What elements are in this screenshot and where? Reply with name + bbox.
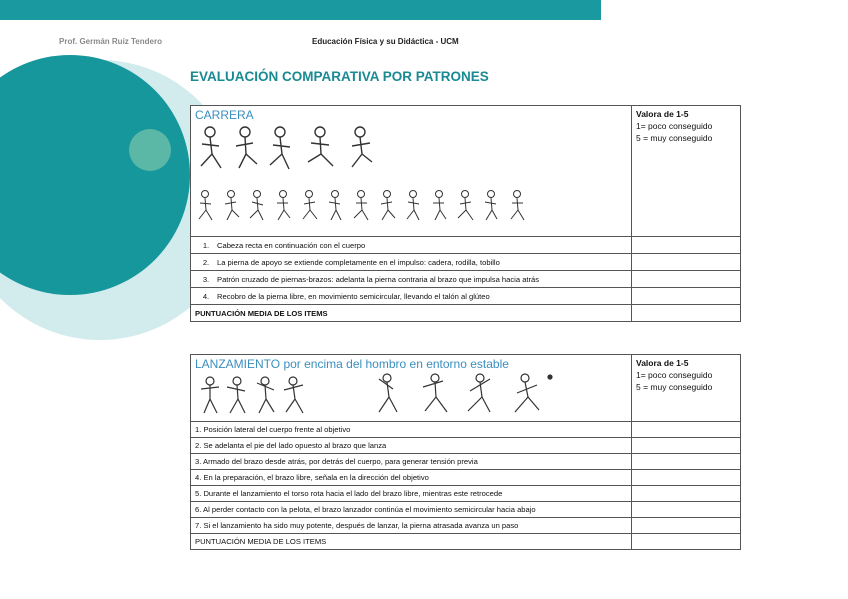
lanzamiento-average-cell[interactable] [632, 534, 741, 550]
lanzamiento-item-5: 5. Durante el lanzamiento el torso rota hacia el lado del brazo libre, mientras este retrocede [191, 486, 632, 502]
lanzamiento-table [190, 354, 741, 550]
carrera-item-1: 1. Cabeza recta en continuación con el cuerpo [191, 237, 632, 254]
deco-circle-small [129, 129, 171, 171]
table-row [191, 237, 741, 254]
lanzamiento-score-cell-6[interactable] [632, 502, 741, 518]
lanzamiento-score-cell-7[interactable] [632, 518, 741, 534]
carrera-illustration-cell [191, 106, 632, 237]
lanzamiento-score-low: 1= poco conseguido [636, 370, 713, 380]
lanzamiento-item-1: 1. Posición lateral del cuerpo frente al objetivo [191, 422, 632, 438]
lanzamiento-item-3: 3. Armado del brazo desde atrás, por detrás del cuerpo, para generar tensión previa [191, 454, 632, 470]
carrera-score-header: Valora de 1-5 [636, 109, 689, 119]
lanzamiento-score-high: 5 = muy conseguido [636, 382, 713, 392]
table-row [191, 486, 741, 502]
lanzamiento-item-7: 7. Si el lanzamiento ha sido muy potente, después de lanzar, la pierna atrasada avanza un paso [191, 518, 632, 534]
table-row [191, 288, 741, 305]
carrera-score-low: 1= poco conseguido [636, 121, 713, 131]
carrera-score-cell-1[interactable] [632, 237, 741, 254]
lanzamiento-score-cell-1[interactable] [632, 422, 741, 438]
carrera-average-cell[interactable] [632, 305, 741, 322]
lanzamiento-average-label: PUNTUACIÓN MEDIA DE LOS ITEMS [191, 534, 632, 550]
lanzamiento-illustration-cell [191, 355, 632, 422]
lanzamiento-item-4: 4. En la preparación, el brazo libre, señala en la dirección del objetivo [191, 470, 632, 486]
carrera-score-legend [632, 106, 741, 237]
table-row [191, 454, 741, 470]
table-row [191, 271, 741, 288]
carrera-score-cell-3[interactable] [632, 271, 741, 288]
carrera-item-2: 2. La pierna de apoyo se extiende completamente en el impulso: cadera, rodilla, tobillo [191, 254, 632, 271]
carrera-title: CARRERA [195, 108, 254, 122]
lanzamiento-header-row [191, 355, 741, 422]
carrera-average-label: PUNTUACIÓN MEDIA DE LOS ITEMS [191, 305, 632, 322]
lanzamiento-title: LANZAMIENTO por encima del hombro en entorno estable [195, 357, 509, 371]
carrera-score-high: 5 = muy conseguido [636, 133, 713, 143]
page-title: EVALUACIÓN COMPARATIVA POR PATRONES [190, 69, 489, 84]
carrera-table [190, 105, 741, 322]
table-row [191, 518, 741, 534]
lanzamiento-score-cell-4[interactable] [632, 470, 741, 486]
lanzamiento-score-cell-5[interactable] [632, 486, 741, 502]
table-row [191, 422, 741, 438]
table-row [191, 534, 741, 550]
table-row [191, 470, 741, 486]
throwing-figures-illustration [195, 371, 555, 417]
table-row [191, 305, 741, 322]
carrera-score-cell-4[interactable] [632, 288, 741, 305]
running-figures-illustration [195, 122, 535, 226]
carrera-item-4: 4. Recobro de la pierna libre, en movimiento semicircular, llevando el talón al glúteo [191, 288, 632, 305]
carrera-header-row [191, 106, 741, 237]
table-row [191, 438, 741, 454]
lanzamiento-item-2: 2. Se adelanta el pie del lado opuesto al brazo que lanza [191, 438, 632, 454]
lanzamiento-score-header: Valora de 1-5 [636, 358, 689, 368]
course-header: Educación Física y su Didáctica - UCM [312, 37, 459, 46]
lanzamiento-item-6: 6. Al perder contacto con la pelota, el brazo lanzador continúa el movimiento semicircular hacia abajo [191, 502, 632, 518]
lanzamiento-score-cell-2[interactable] [632, 438, 741, 454]
carrera-score-cell-2[interactable] [632, 254, 741, 271]
lanzamiento-score-legend [632, 355, 741, 422]
table-row [191, 502, 741, 518]
carrera-item-3: 3. Patrón cruzado de piernas-brazos: adelanta la pierna contraria al brazo que impulsa hacia atrás [191, 271, 632, 288]
lanzamiento-score-cell-3[interactable] [632, 454, 741, 470]
table-row [191, 254, 741, 271]
author-header: Prof. Germán Ruiz Tendero [59, 37, 162, 46]
